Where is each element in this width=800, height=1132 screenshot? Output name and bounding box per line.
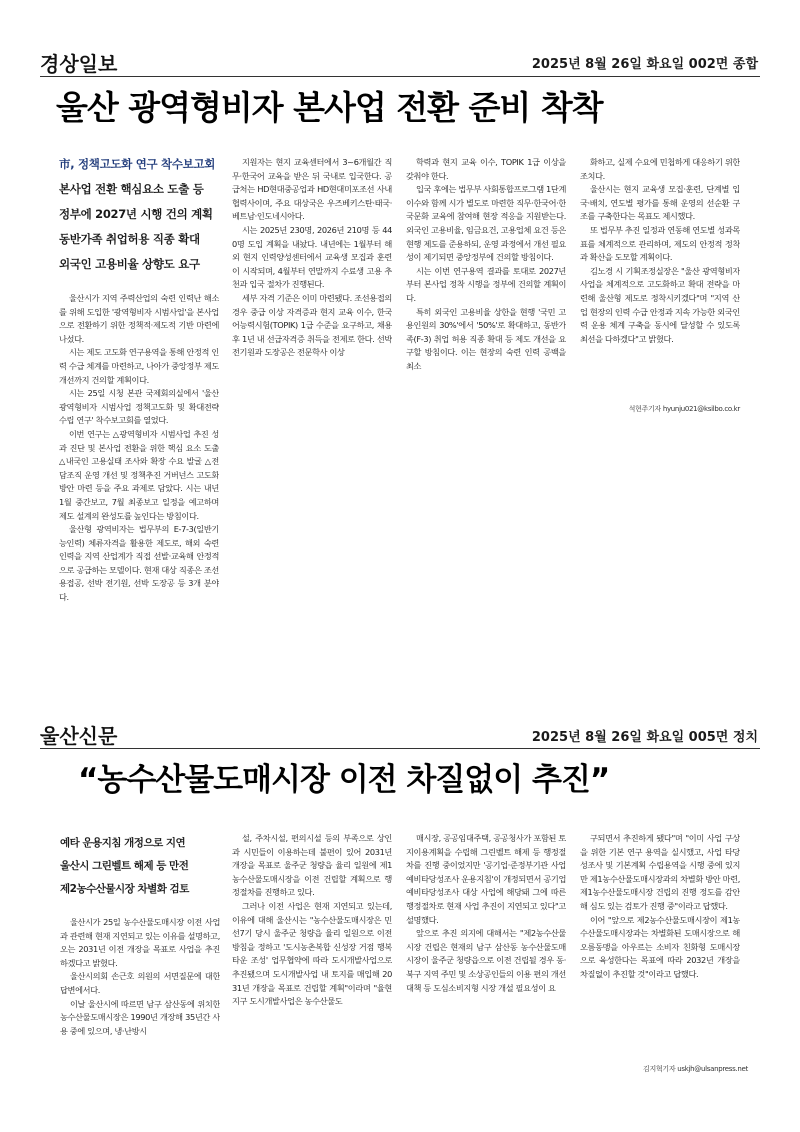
paragraph: 지원자는 현지 교육센터에서 3~6개월간 직무·한국어 교육을 받은 뒤 국내로 입국한다. 공급처는 HD현대중공업과 HD현대미포조선 사내 협력사이며, 주요 대상국은 우즈베키스탄·태국·베트남·인도네시아다. xyxy=(232,157,392,222)
divider xyxy=(40,76,760,77)
article2-column-3 xyxy=(406,832,566,1086)
subheads-article2 xyxy=(60,832,224,901)
masthead-ulsan: 울산신문 xyxy=(40,724,118,748)
paragraph: 김노경 시 기획조정실장은 "울산 광역형비자 사업을 체계적으로 고도화하고 확대 전략을 마련해 울산형 제도로 정착시키겠다"며 "지역 산업 현장의 인력 수급 안정과 지속 가능한 외국인력 운용 체계 구축을 동시에 달성할 수 있도록 최선을 다하겠다"고 밝혔다. xyxy=(580,265,740,344)
masthead-gyeongsang: 경상일보 xyxy=(40,52,118,76)
paragraph: 울산시의회 손근호 의원의 서면질문에 대한 답변에서다. xyxy=(60,971,220,995)
subhead-line: 외국인 고용비율 상향도 요구 xyxy=(59,257,200,271)
headline-article2: “농수산물도매시장 이전 차질없이 추진” xyxy=(78,762,610,798)
dateline-article2: 2025년 8월 26일 화요일 005면 정치 xyxy=(531,730,758,745)
paragraph: 또 법무부 추진 일정과 연동해 연도별 성과목표를 체계적으로 관리하며, 제도의 안정적 정착과 확산을 도모할 계획이다. xyxy=(580,224,740,263)
paragraph: 세부 자격 기준은 이미 마련됐다. 조선용접의 경우 중급 이상 자격증과 현지 교육 이수, 한국어능력시험(TOPIK) 1급 수준을 요구하고, 채용 후 1년 내 선급자격증 취득을 전제로 한다. 선박 전기원과 도장공은 전문학사 이상 xyxy=(232,292,392,358)
article1-column-3 xyxy=(406,156,566,456)
dateline-article1: 2025년 8월 26일 화요일 002면 종합 xyxy=(531,57,758,72)
article1-column-4 xyxy=(580,156,740,376)
subhead-line: 본사업 전환 핵심요소 도출 등 xyxy=(59,182,204,196)
paragraph: 시는 이번 연구용역 결과를 토대로 2027년부터 본사업 정착 시행을 정부에 건의할 계획이다. xyxy=(406,265,566,303)
paragraph: 그러나 이전 사업은 현재 지연되고 있는데, 이유에 대해 울산시는 "농수산물도매시장은 민선7기 당시 울주군 청량읍 율리 일원으로 이전 방침을 정하고 '도시농촌복합 신성장 거점 행복타운 조성' 업무협약에 따라 도시개발사업으로 추진됐으며 도시개발사업 내 토지를 매입해 2031년 개장을 목표로 건립할 계획"이라며 "율현지구 도시개발사업은 농수산물도 xyxy=(232,900,392,1007)
article2-column-1 xyxy=(60,916,220,1086)
subhead-line: 제2농수산물시장 차별화 검토 xyxy=(60,883,189,895)
subhead-line: 정부에 2027년 시행 건의 계획 xyxy=(59,207,213,221)
paragraph: 입국 후에는 법무부 사회통합프로그램 1단계 이수와 함께 시가 별도로 마련한 직무·한국어·한국문화 교육에 참여해 현장 적응을 지원받는다. 외국인 고용비율, 임금요건, 고용업체 요건 등은 현행 제도를 준용하되, 운영 과정에서 개선 필요성이 제기되면 중앙정부에 건의할 방침이다. xyxy=(406,184,566,263)
byline-article1: 석현주기자 hyunju021@ksilbo.co.kr xyxy=(628,405,740,413)
paragraph: 화하고, 실제 수요에 민첩하게 대응하기 위한 조치다. xyxy=(580,157,740,181)
headline-article1: 울산 광역형비자 본사업 전환 준비 착착 xyxy=(56,88,603,127)
paragraph: 이날 울산시에 따르면 남구 삼산동에 위치한 농수산물도매시장은 1990년 개장해 35년간 사용 중에 있으며, 냉·난방시 xyxy=(60,998,220,1036)
paragraph: 울산시는 현지 교육생 모집·훈련, 단계별 입국·배치, 연도별 평가를 통해 운영의 선순환 구조를 구축한다는 목표도 제시했다. xyxy=(580,184,740,222)
article2-column-2 xyxy=(232,832,392,1086)
article2-column-4 xyxy=(580,832,740,1062)
paragraph: 시는 2025년 230명, 2026년 210명 등 440명 도입 계획을 내놨다. 내년에는 1월부터 해외 현지 인력양성센터에서 교육생 모집과 훈련이 시작되며, 4월부터 연말까지 수료생 고용 추천과 입국 절차가 진행된다. xyxy=(232,224,392,290)
paragraph: 특히 외국인 고용비율 상한을 현행 '국민 고용인원의 30%'에서 '50%'로 확대하고, 동반가족(F-3) 취업 허용 직종 확대 등 제도 개선을 요구할 방침이다. 이는 현장의 숙련 인력 공백을 최소 xyxy=(406,306,566,371)
byline-article2: 김지혁기자 uskjh@ulsanpress.net xyxy=(643,1065,748,1073)
article1-column-1 xyxy=(59,292,219,697)
paragraph: 매시장, 공공임대주택, 공공청사가 포함된 토지이용계획을 수립해 그린벨트 해제 등 행정절차를 진행 중이었지만 '공기업·준정부기관 사업 예비타당성조사 운용지침'이 개정되면서 공기업 예비타당성조사 대상 사업에 해당돼 그에 따른 행정절차로 현재 사업 추진이 지연되고 있다"고 설명했다. xyxy=(406,833,566,925)
paragraph: 울산시가 지역 주력산업의 숙련 인력난 해소를 위해 도입한 '광역형비자 시범사업'을 본사업으로 전환하기 위한 정책적·제도적 기반 마련에 나섰다. xyxy=(59,293,219,344)
subhead-line: 울산시 그린벨트 해제 등 만전 xyxy=(60,860,189,872)
subheads-article1 xyxy=(59,152,223,277)
paragraph: 앞으로 추진 의지에 대해서는 "제2농수산물시장 건립은 현재의 남구 삼산동 농수산물도매시장이 울주군 청량읍으로 이전 건립될 경우 동·북구 지역 주민 및 소상공인들의 이용 편의 개선 대책 등 도심소비지형 시장 개설 필요성이 요 xyxy=(406,928,566,993)
divider xyxy=(40,748,760,749)
subhead-line: 예타 운용지침 개정으로 지연 xyxy=(60,837,186,849)
paragraph: 구되면서 추진하게 됐다"며 "이미 사업 구상을 위한 기본 연구 용역을 실시했고, 사업 타당성조사 및 기본계획 수립용역을 시행 중에 있지만 제1농수산물도매시장과의 차별화 방안 마련, 제1농수산물도매시장 건립의 진행 정도를 감안해 심도 있는 검토가 진행 중"이라고 답했다. xyxy=(580,833,740,911)
paragraph: 울산시가 25일 농수산물도매시장 이전 사업과 관련해 현재 지연되고 있는 이유를 설명하고, 오는 2031년 이전 개장을 목표로 사업을 추진하겠다고 밝혔다. xyxy=(60,917,220,968)
subhead-line: 동반가족 취업허용 직종 확대 xyxy=(59,232,200,246)
paragraph: 시는 25일 시청 본관 국제회의실에서 '울산 광역형비자 시범사업 정책고도화 및 확대전략 수립 연구' 착수보고회를 열었다. xyxy=(59,388,219,426)
paragraph: 설, 주차시설, 편의시설 등의 부족으로 상인과 시민들이 이용하는데 불편이 있어 2031년 개장을 목표로 울주군 청량읍 율리 일원에 제1농수산물도매시장을 이전 건립할 계획으로 행정절차를 진행하고 있다. xyxy=(232,833,392,898)
paragraph: 이어 "앞으로 제2농수산물도매시장이 제1농수산물도매시장과는 차별화된 도매시장으로 해오름동맹을 아우르는 소비자 친화형 도매시장으로 육성한다는 목표에 따라 2032년 개장을 차질없이 추진할 것"이라고 답했다. xyxy=(580,914,740,979)
article1-column-2 xyxy=(232,156,392,456)
subhead-kicker: 市, 정책고도화 연구 착수보고회 xyxy=(59,157,216,171)
paragraph: 이번 연구는 △광역형비자 시범사업 추진 성과 진단 및 본사업 전환을 위한 핵심 요소 도출 △내국인 고용실태 조사와 확장 수요 발굴 △전담조직 운영 개선 및 정책추진 거버넌스 고도화 방안 마련 등을 주요 과제로 담았다. 시는 내년 1월 중간보고, 7월 최종보고 일정을 예고하며 제도 설계의 완성도를 높인다는 방침이다. xyxy=(59,428,219,521)
paragraph: 학력과 현지 교육 이수, TOPIK 1급 이상을 갖춰야 한다. xyxy=(406,157,566,181)
paragraph: 울산형 광역비자는 법무부의 E-7-3(일반기능인력) 체류자격을 활용한 제도로, 해외 숙련 인력을 지역 산업계가 직접 선발·교육해 안정적으로 공급하는 모델이다. 현재 대상 직종은 조선용접공, 선박 전기원, 선박 도장공 등 3개 분야다. xyxy=(59,524,219,603)
paragraph: 시는 제도 고도화 연구용역을 통해 안정적 인력 수급 체계를 마련하고, 나아가 중앙정부 제도 개선까지 건의할 계획이다. xyxy=(59,347,219,385)
